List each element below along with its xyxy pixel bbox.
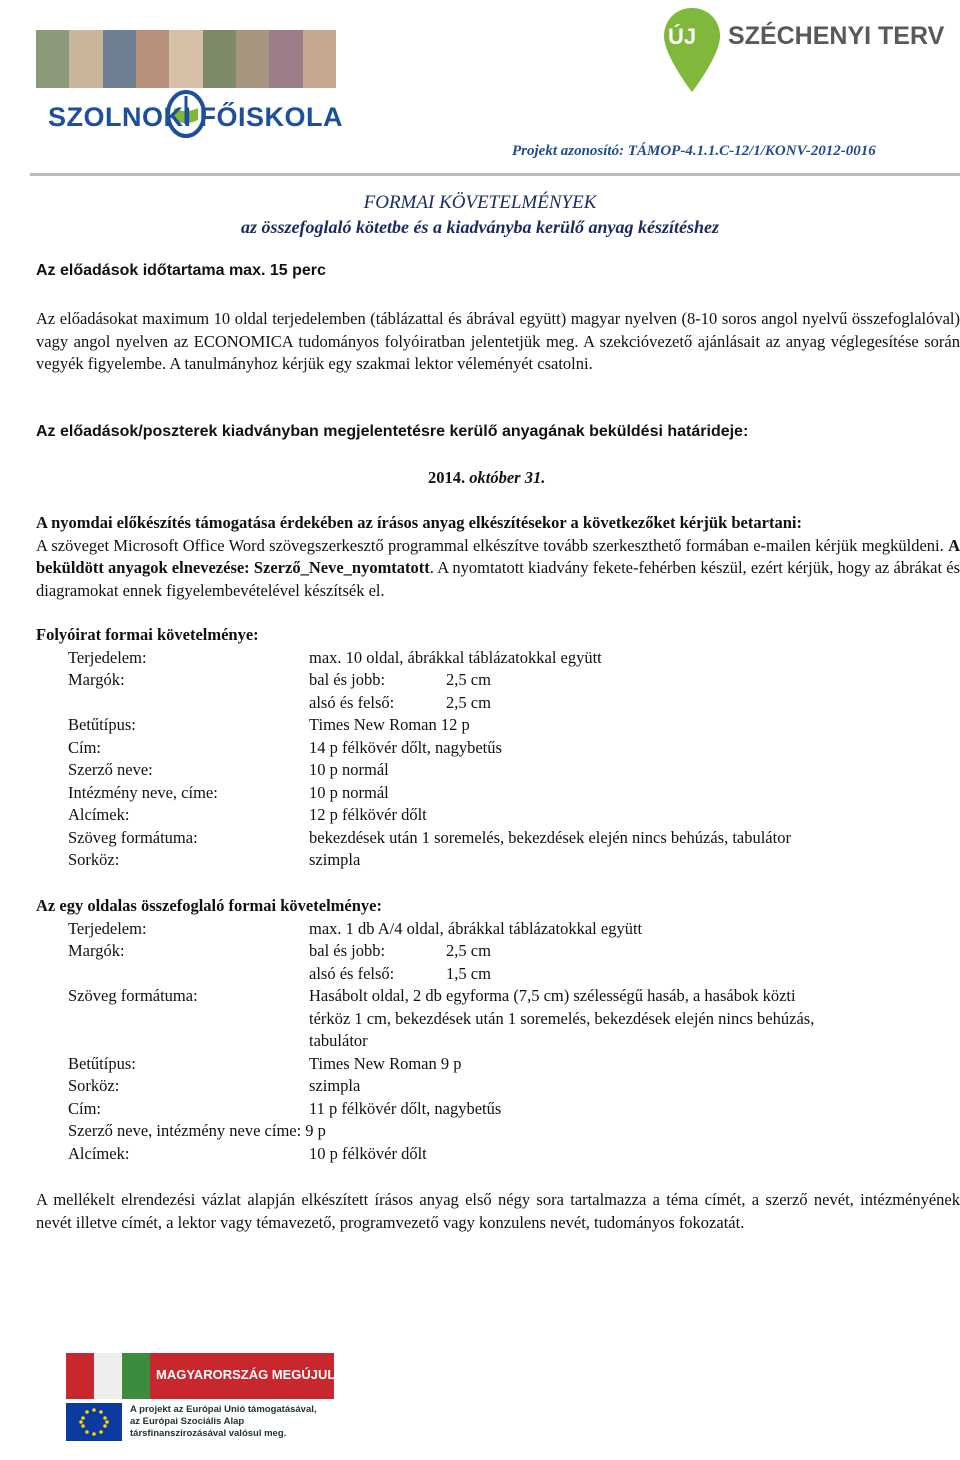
flag-white-stripe xyxy=(94,1353,122,1399)
summary-row-sub: 2,5 cm xyxy=(446,941,491,960)
logo-text-left: SZOLNOKI FŐISKOLA xyxy=(48,102,343,132)
journal-row-label: Betűtípus: xyxy=(68,715,136,734)
summary-row-label: Alcímek: xyxy=(68,1143,130,1163)
print-text-1: A szöveget Microsoft Office Word szövegszerkesztő programmal elkészítve tovább szerkeszthető formában e-mailen kérjük megküldeni. xyxy=(36,535,944,555)
journal-row-label: Sorköz: xyxy=(68,850,120,869)
deadline-label: Az előadások/poszterek kiadványban megjelentetésre kerülő anyagának beküldési határideje: xyxy=(36,423,749,440)
summary-row-value: szimpla xyxy=(309,1076,361,1095)
journal-row-value: alsó és felső: xyxy=(309,692,395,712)
summary-row-value: 10 p félkövér dőlt xyxy=(309,1143,427,1163)
summary-requirements xyxy=(36,895,960,1175)
journal-row-value: 12 p félkövér dőlt xyxy=(309,805,427,824)
journal-requirements xyxy=(36,624,960,874)
journal-row-label: Cím: xyxy=(68,737,102,757)
journal-heading: Folyóirat formai követelménye: xyxy=(36,625,259,644)
journal-row-sub: 2,5 cm xyxy=(446,692,491,712)
print-instructions xyxy=(36,512,960,602)
journal-row-value: bal és jobb: xyxy=(309,670,386,689)
summary-row-label: Cím: xyxy=(68,1098,102,1118)
closing-paragraph: A mellékelt elrendezési vázlat alapján elkészített írásos anyag első négy sora tartalmazza a téma címét, a szerző nevét, intézményének nevét illetve címét, a lektor vagy témavezető, programvezető vagy konzulens nevét, tudományos fokozatát. xyxy=(36,1190,960,1232)
journal-row-value: szimpla xyxy=(309,850,361,869)
summary-row-value: tabulátor xyxy=(309,1031,368,1050)
eu-stars-icon xyxy=(66,1403,122,1441)
deadline-year: 2014. xyxy=(428,468,466,487)
deadline-day: október 31. xyxy=(469,468,546,487)
journal-row-value: 10 p normál xyxy=(309,782,389,802)
print-filename-rule: A beküldött anyagok elnevezése: Szerző_Neve_nyomtatott xyxy=(36,535,960,577)
journal-row-value: 14 p félkövér dőlt, nagybetűs xyxy=(309,737,502,757)
duration-note: Az előadások időtartama max. 15 perc xyxy=(36,262,326,279)
flag-green-stripe xyxy=(122,1353,150,1399)
summary-row-value: térköz 1 cm, bekezdések után 1 soremelés, bekezdések elején nincs behúzás, xyxy=(309,1008,815,1028)
summary-row-label: Szerző neve, intézmény neve címe: 9 p xyxy=(68,1121,326,1140)
journal-row-sub: 2,5 cm xyxy=(446,670,491,689)
szechenyi-pin-icon xyxy=(662,6,722,94)
logo-text-right: SZÉCHENYI TERV xyxy=(728,22,945,50)
summary-row-label: Sorköz: xyxy=(68,1076,120,1095)
summary-row-value: bal és jobb: xyxy=(309,941,386,960)
deadline-date xyxy=(428,468,545,488)
header-photo-strip xyxy=(36,30,336,88)
summary-row-value: max. 1 db A/4 oldal, ábrákkal táblázatokkal együtt xyxy=(309,918,643,938)
journal-row-label: Terjedelem: xyxy=(68,647,147,667)
document-title: FORMAI KÖVETELMÉNYEK xyxy=(363,192,597,213)
summary-row-value: alsó és felső: xyxy=(309,963,395,983)
summary-row-label: Terjedelem: xyxy=(68,918,147,938)
project-identifier xyxy=(512,143,876,160)
intro-paragraph: Az előadásokat maximum 10 oldal terjedelemben (táblázattal és ábrával együtt) magyar nyelven (8-10 soros angol nyelvű összefoglalóval) vagy angol nyelven az ECONOMICA tudományos folyóiratban jelentetjük meg. A szekcióvezető ajánlásait az anyag véglegesítése során vegyék figyelembe. A tanulmányhoz kérjük egy szakmai lektor véleményét csatolni. xyxy=(36,309,960,373)
journal-row-label: Intézmény neve, címe: xyxy=(68,782,218,802)
eu-line-1: A projekt az Európai Unió támogatásával, xyxy=(130,1404,317,1415)
header-divider xyxy=(30,173,960,176)
journal-row-label: Alcímek: xyxy=(68,805,130,824)
summary-heading: Az egy oldalas összefoglaló formai követelménye: xyxy=(36,896,382,915)
journal-row-label: Szerző neve: xyxy=(68,760,153,779)
summary-row-label: Szöveg formátuma: xyxy=(68,986,198,1005)
magyarorszag-megujul-banner xyxy=(66,1353,334,1399)
journal-row-value: 10 p normál xyxy=(309,760,389,779)
eu-support-text xyxy=(130,1404,317,1440)
journal-row-value: bekezdések után 1 soremelés, bekezdések elején nincs behúzás, tabulátor xyxy=(309,827,791,847)
print-text-2: . A nyomtatott kiadvány fekete-fehérben készül, ezért kérjük, hogy az ábrákat és diagramokat ennek figyelembevételével készítsék el. xyxy=(36,558,960,600)
eu-line-3: társfinanszírozásával valósul meg. xyxy=(130,1428,287,1439)
eu-flag-icon xyxy=(66,1403,122,1441)
document-subtitle: az összefoglaló kötetbe és a kiadványba kerülő anyag készítéshez xyxy=(241,217,719,237)
summary-row-label: Betűtípus: xyxy=(68,1053,136,1073)
szolnoki-foiskola-logo xyxy=(48,92,348,144)
eu-line-2: az Európai Szociális Alap xyxy=(130,1416,245,1427)
summary-row-sub: 1,5 cm xyxy=(446,963,491,983)
project-id: TÁMOP-4.1.1.C-12/1/KONV-2012-0016 xyxy=(627,143,876,159)
journal-row-label: Szöveg formátuma: xyxy=(68,827,198,847)
flag-red-stripe xyxy=(66,1353,94,1399)
project-label: Projekt azonosító: xyxy=(512,143,625,159)
logo-uj-text: ÚJ xyxy=(668,24,697,49)
banner-text: MAGYARORSZÁG MEGÚJUL xyxy=(156,1367,336,1382)
summary-row-value: Hasábolt oldal, 2 db egyforma (7,5 cm) szélességű hasáb, a hasábok közti xyxy=(309,986,796,1005)
print-heading: A nyomdai előkészítés támogatása érdekében az írásos anyag elkészítésekor a következőket kérjük betartani: xyxy=(36,513,802,532)
summary-row-value: Times New Roman 9 p xyxy=(309,1053,462,1073)
summary-row-value: 11 p félkövér dőlt, nagybetűs xyxy=(309,1098,502,1118)
journal-row-value: max. 10 oldal, ábrákkal táblázatokkal együtt xyxy=(309,647,602,667)
journal-row-value: Times New Roman 12 p xyxy=(309,715,470,734)
summary-row-label: Margók: xyxy=(68,941,125,960)
journal-row-label: Margók: xyxy=(68,670,125,689)
